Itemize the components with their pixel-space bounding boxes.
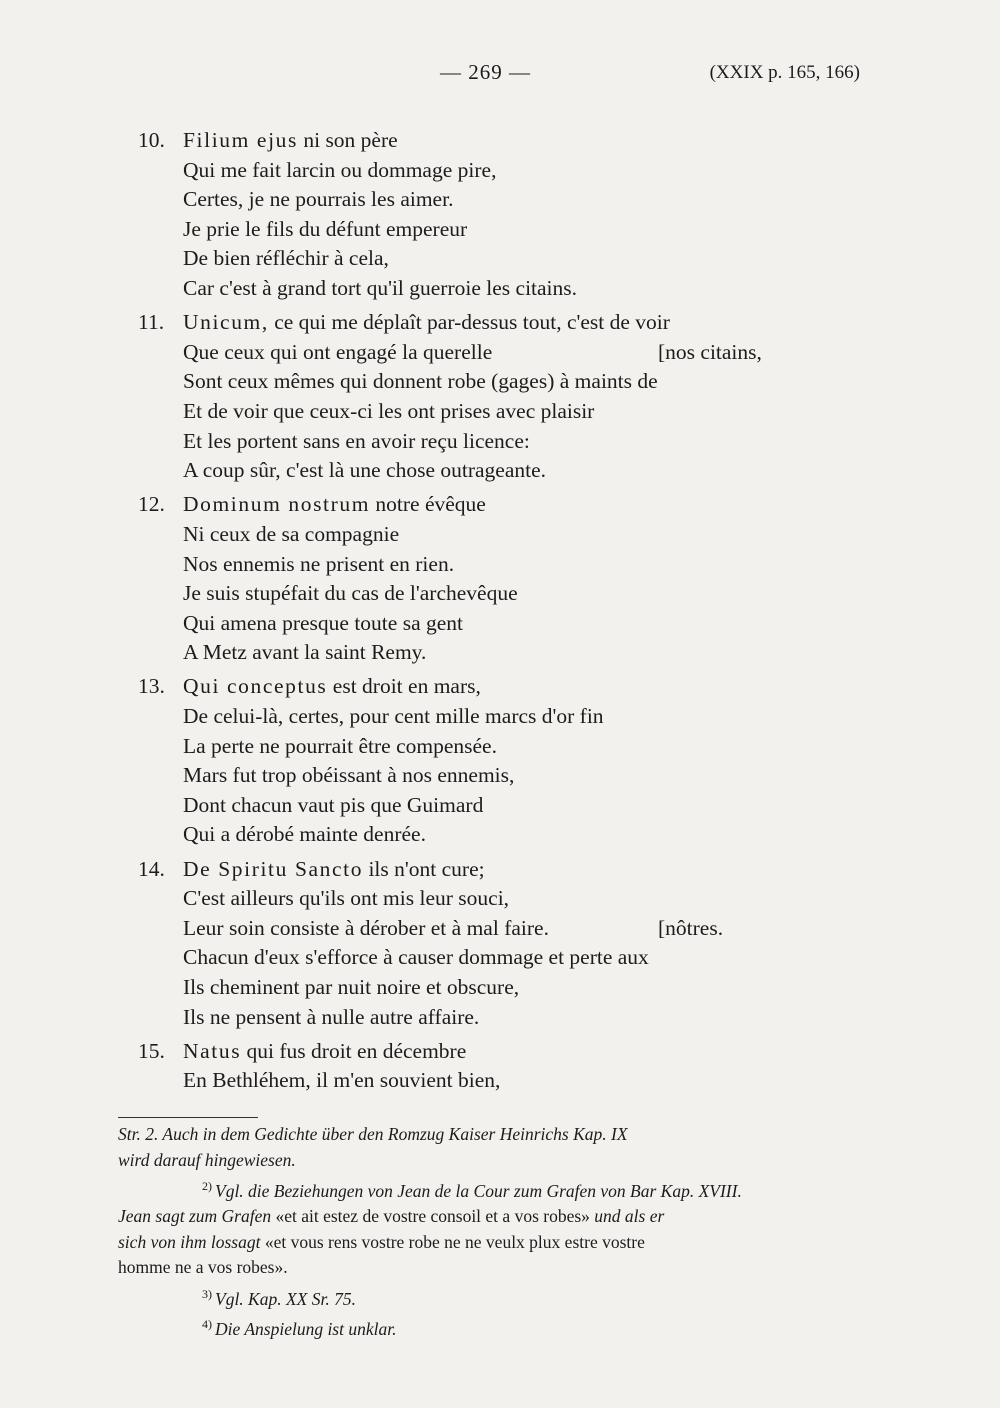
stanza [138,855,838,1033]
stanza-number: 13. [138,674,165,699]
footnote-4-text: Die Anspielung ist unklar. [215,1318,397,1339]
verse-text: Qui a dérobé mainte denrée. [183,822,426,847]
footnote-2-text: und als er [594,1206,665,1227]
footnote-4 [118,1312,858,1342]
verse-text: La perte ne pourrait être compensée. [183,733,497,758]
verse-text: Ils cheminent par nuit noire et obscure, [183,975,520,999]
verse-text: A Metz avant la saint Remy. [183,640,427,665]
footnote-1-line [118,1122,858,1148]
latin-incipit: Filium ejus [183,128,298,152]
stanza-number: 15. [138,1038,165,1063]
verse-text: Je suis stupéfait du cas de l'archevêque [183,581,518,606]
verse-line [138,884,838,914]
verse-line [138,550,838,580]
latin-incipit: Dominum nostrum [183,492,371,517]
verse-line [138,367,838,397]
verse-line [138,244,838,274]
verse-line [138,520,838,550]
footnote-2-quote: «et vous rens vostre robe ne ne veulx plux estre vostre [260,1231,645,1252]
footnote-2-mark: 2) [202,1179,212,1193]
footnote-3 [118,1282,858,1312]
verse-text: Et de voir que ceux-ci les ont prises avec plaisir [183,398,595,423]
verse-line [138,427,838,457]
footnote-1-line: wird darauf hingewiesen. [118,1149,296,1170]
footnote-4-mark: 4) [202,1317,212,1332]
latin-incipit: Qui conceptus [183,674,328,699]
verse-text: C'est ailleurs qu'ils ont mis leur souci, [183,886,510,911]
verse-line [138,338,838,368]
stanza-number: 10. [138,128,165,152]
verse-line [138,1066,838,1096]
verse-text: Dont chacun vaut pis que Guimard [183,792,484,817]
latin-incipit: Natus [183,1038,242,1063]
verse-text: Qui me fait larcin ou dommage pire, [183,157,497,182]
verse-line [138,702,838,732]
verse-text: ce qui me déplaît par-dessus tout, c'est de voir [268,310,670,335]
verse-line [138,308,838,338]
verse-text: ni son père [297,128,398,152]
verse-text: Que ceux qui ont engagé la querelle [183,339,493,364]
verse-line [138,820,838,850]
verse-line [138,672,838,702]
verse-text: notre évêque [370,492,486,517]
verse-line [138,761,838,791]
verse-line [138,156,838,186]
verse-text: qui fus droit en décembre [241,1038,467,1063]
footnote-2-line [118,1230,858,1256]
verse-line [138,490,838,520]
verse-text: Chacun d'eux s'efforce à causer dommage et perte aux [183,945,649,970]
source-reference: (XXIX p. 165, 166) [709,62,860,83]
page-number: — 269 — [440,60,531,84]
footnote-1 [118,1122,858,1173]
verse-line [138,274,838,304]
footnote-2-text: sich von ihm lossagt [118,1231,261,1252]
verse-text: ils n'ont cure; [363,856,485,881]
stanza-number: 11. [138,310,165,335]
verse-text: est droit en mars, [327,674,481,699]
verse-overflow: [nos citains, [658,339,762,364]
verse-text: Certes, je ne pourrais les aimer. [183,187,454,212]
verse-line [138,914,838,944]
stanza [138,126,838,304]
verse-line [138,215,838,245]
verse-text: Car c'est à grand tort qu'il guerroie les citains. [183,275,578,300]
footnote-1-text: Str. 2. Auch in dem Gedichte über den Romzug Kaiser Heinrichs Kap. IX [118,1124,628,1144]
verse-text: Mars fut trop obéissant à nos ennemis, [183,763,515,788]
verse-text: De bien réfléchir à cela, [183,246,389,271]
verse-line [138,791,838,821]
verse-text: Sont ceux mêmes qui donnent robe (gages) à maints de [183,369,658,394]
verse-text: A coup sûr, c'est là une chose outrageante. [183,458,547,483]
footnote-2-text: Jean sagt zum Grafen [118,1206,272,1227]
stanza-number: 14. [138,856,165,881]
verse-line [138,609,838,639]
verse-text: Et les portent sans en avoir reçu licence: [183,428,530,453]
footnote-2-quote: «et ait estez de vostre consoil et a vos robes» [271,1206,595,1227]
verse-line [138,1003,838,1033]
stanza [138,1037,838,1096]
latin-incipit: Unicum, [183,310,269,335]
verse-line [138,855,838,885]
footnote-2-text: Vgl. die Beziehungen von Jean de la Cour zum Grafen von Bar Kap. XVIII. [215,1180,742,1201]
verse-text: Je prie le fils du défunt empereur [183,216,468,241]
stanza [138,490,838,668]
stanza [138,672,838,850]
verse-overflow: [nôtres. [658,915,724,940]
poem-translation [138,126,838,1096]
footnote-3-mark: 3) [202,1286,212,1301]
verse-text: Ni ceux de sa compagnie [183,521,400,546]
footnote-2-line [118,1174,858,1204]
verse-line [138,397,838,427]
verse-line [138,126,838,156]
verse-line [138,185,838,215]
verse-line [138,973,838,1003]
verse-line [138,1037,838,1067]
footnote-2-line: homme ne a vos robes». [118,1257,288,1278]
verse-text: Ils ne pensent à nulle autre affaire. [183,1004,480,1029]
footnote-3-text: Vgl. Kap. XX Sr. 75. [215,1288,356,1309]
verse-line [138,943,838,973]
verse-text: Nos ennemis ne prisent en rien. [183,551,455,576]
stanza [138,308,838,486]
footnotes [118,1122,858,1342]
verse-line [138,732,838,762]
verse-text: De celui-là, certes, pour cent mille marcs d'or fin [183,704,604,729]
footnote-rule [118,1117,258,1118]
footnote-2 [118,1174,858,1281]
latin-incipit: De Spiritu Sancto [183,856,364,881]
page-header [0,60,1000,92]
stanza-number: 12. [138,492,165,517]
footnote-2-line [118,1204,858,1230]
verse-text: Qui amena presque toute sa gent [183,610,464,635]
verse-text: Leur soin consiste à dérober et à mal faire. [183,915,549,940]
verse-line [138,638,838,668]
verse-line [138,456,838,486]
verse-text: En Bethléhem, il m'en souvient bien, [183,1068,501,1093]
verse-line [138,579,838,609]
